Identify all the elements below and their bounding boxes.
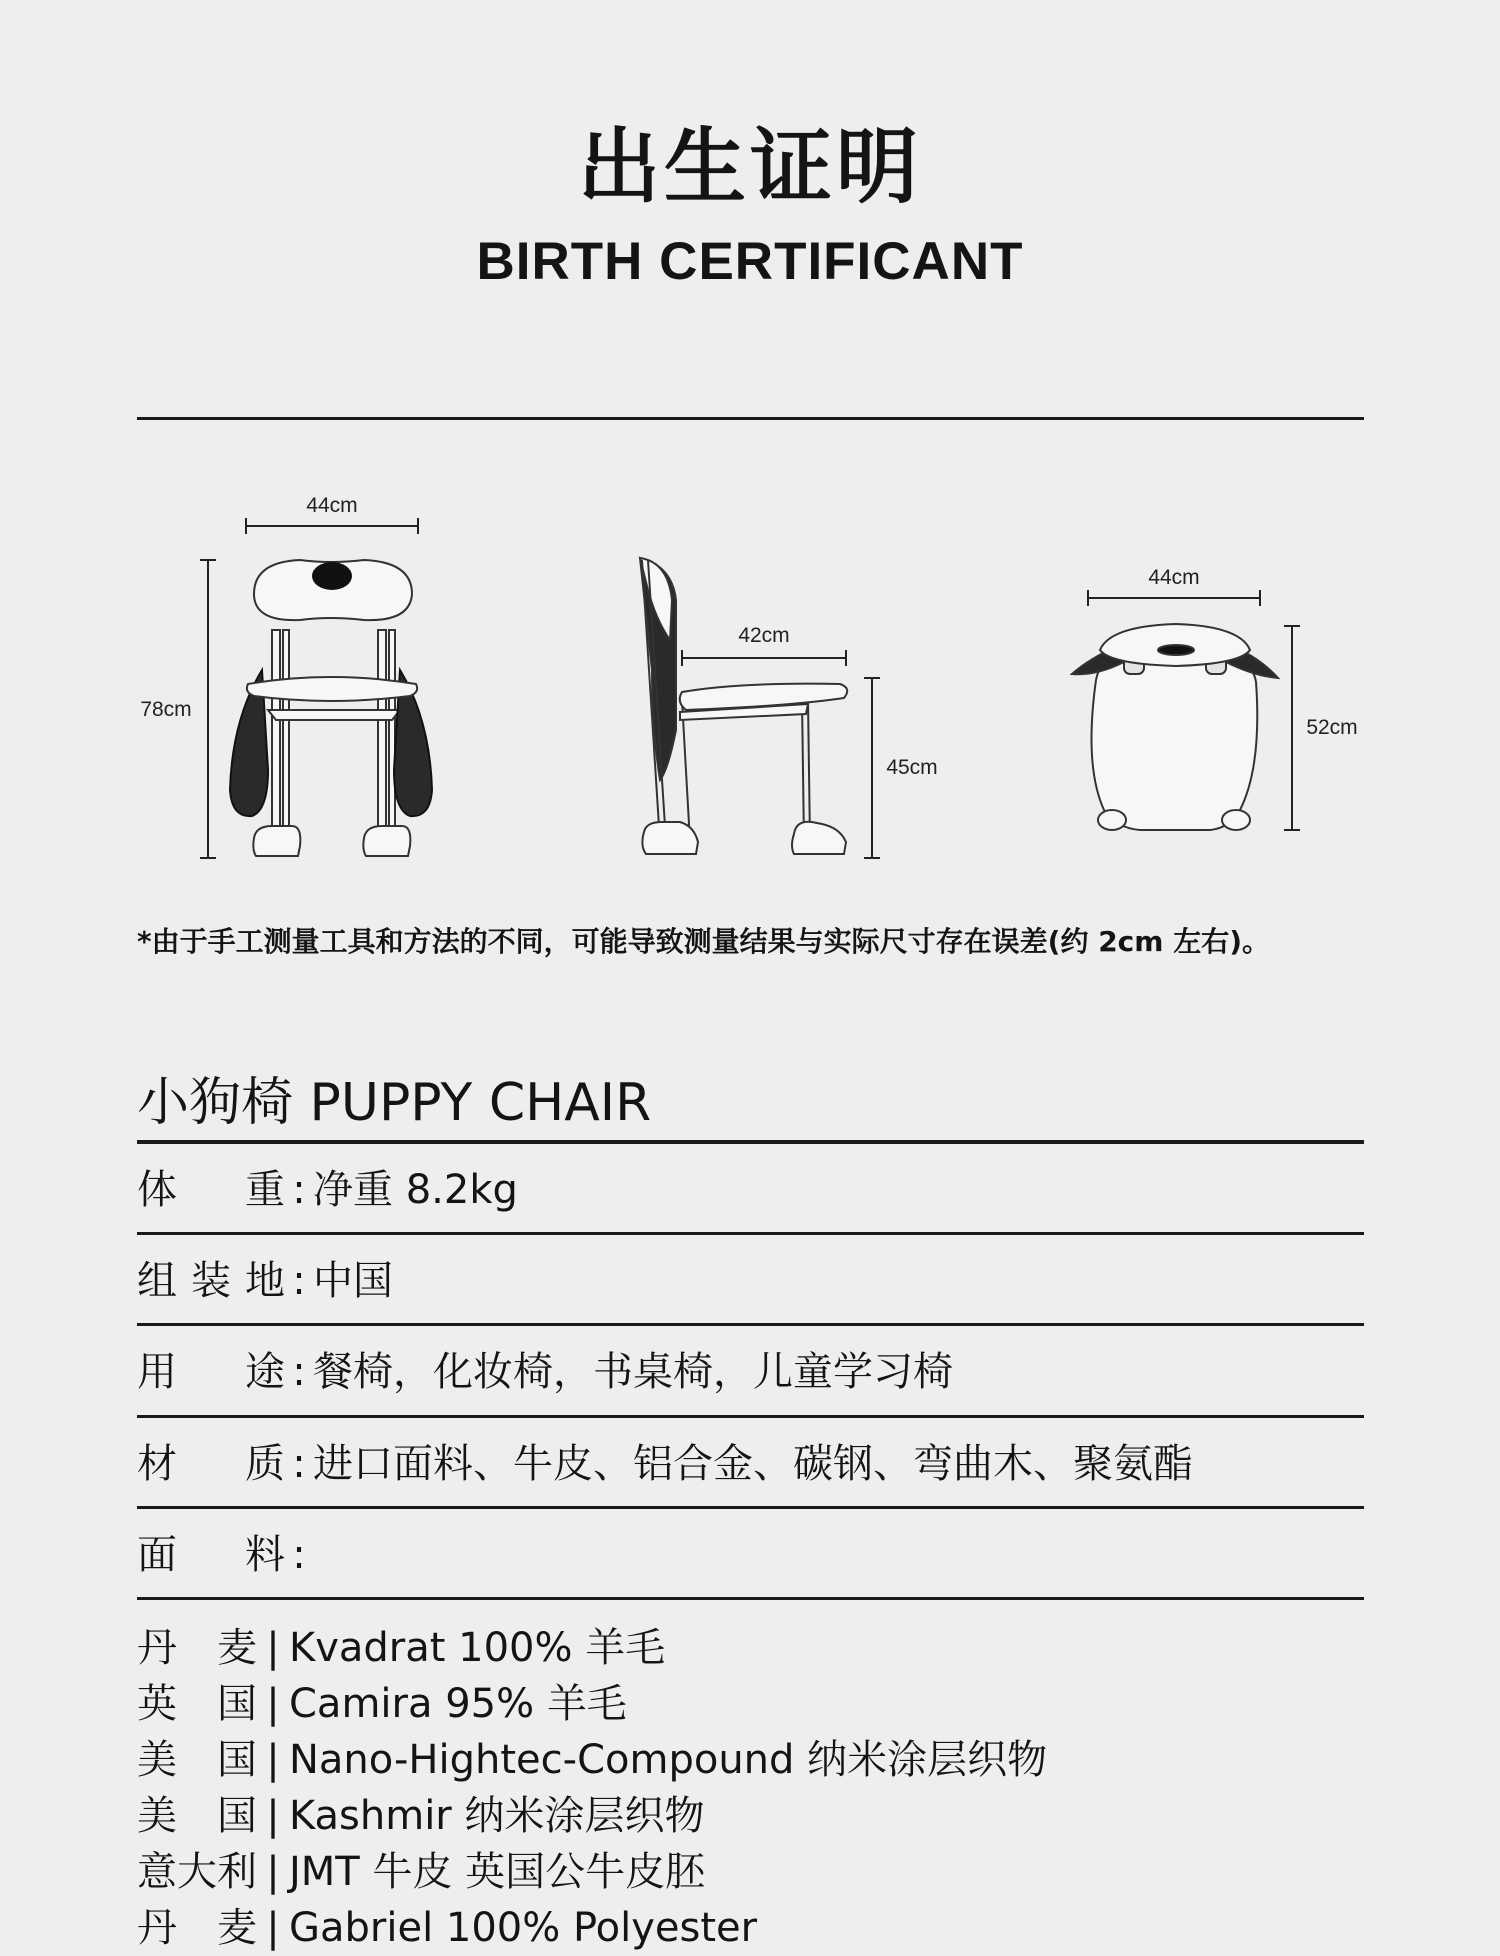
chair-top-view xyxy=(1072,624,1278,830)
front-width-label: 44cm xyxy=(306,494,358,517)
top-depth-label: 52cm xyxy=(1306,716,1358,739)
chair-side-view xyxy=(640,558,847,854)
fabric-detail: Camira 95% 羊毛 xyxy=(289,1681,627,1727)
spec-row-fabric: 面 料 : xyxy=(137,1509,1364,1601)
spec-value: 净重 8.2kg xyxy=(313,1167,518,1213)
spec-row-usage: 用 途 : 餐椅，化妆椅，书桌椅，儿童学习椅 xyxy=(137,1326,1364,1418)
fabric-country: 美 国 xyxy=(137,1793,257,1839)
chair-front-view xyxy=(230,560,432,856)
side-seat-height-label: 45cm xyxy=(886,756,938,779)
fabric-country: 英 国 xyxy=(137,1681,257,1727)
front-height-label: 78cm xyxy=(140,698,192,721)
measurement-note: *由于手工测量工具和方法的不同，可能导致测量结果与实际尺寸存在误差(约 2cm 左右)。 xyxy=(137,925,1270,958)
spec-label: 用 途 xyxy=(137,1349,285,1395)
fabric-country: 意大利 xyxy=(137,1849,257,1895)
fabric-list xyxy=(137,1620,1364,1956)
list-item: 丹 麦 | Gabriel 100% Polyester xyxy=(137,1900,1364,1956)
spec-divider xyxy=(137,1597,1364,1600)
spec-row-weight: 体 重 : 净重 8.2kg xyxy=(137,1144,1364,1236)
chair-dimension-diagrams xyxy=(0,470,1500,870)
spec-row-material: 材 质 : 进口面料、牛皮、铝合金、碳钢、弯曲木、聚氨酯 xyxy=(137,1418,1364,1510)
fabric-detail: JMT 牛皮 英国公牛皮胚 xyxy=(289,1849,706,1895)
list-item: 美 国 | Kashmir 纳米涂层织物 xyxy=(137,1788,1364,1844)
spec-value: 中国 xyxy=(313,1258,393,1304)
spec-label: 面 料 xyxy=(137,1532,285,1578)
fabric-country: 美 国 xyxy=(137,1737,257,1783)
spec-label: 组装地 xyxy=(137,1258,285,1304)
list-item: 丹 麦 | Kvadrat 100% 羊毛 xyxy=(137,1620,1364,1676)
list-item: 美 国 | Nano-Hightec-Compound 纳米涂层织物 xyxy=(137,1732,1364,1788)
page-title-en: BIRTH CERTIFICANT xyxy=(476,232,1024,291)
top-width-label: 44cm xyxy=(1148,566,1200,589)
fabric-detail: Nano-Hightec-Compound 纳米涂层织物 xyxy=(289,1737,1048,1783)
page-title-cn: 出生证明 xyxy=(577,120,922,215)
product-name: 小狗椅 PUPPY CHAIR xyxy=(137,1073,652,1133)
spec-row-origin: 组装地 : 中国 xyxy=(137,1235,1364,1327)
spec-label: 材 质 xyxy=(137,1441,285,1487)
spec-value: 进口面料、牛皮、铝合金、碳钢、弯曲木、聚氨酯 xyxy=(313,1441,1193,1487)
spec-value: 餐椅，化妆椅，书桌椅，儿童学习椅 xyxy=(313,1349,953,1395)
fabric-detail: Kashmir 纳米涂层织物 xyxy=(289,1793,705,1839)
list-item: 英 国 | Camira 95% 羊毛 xyxy=(137,1676,1364,1732)
section-divider xyxy=(137,417,1364,420)
spec-label: 体 重 xyxy=(137,1167,285,1213)
list-item: 意大利 | JMT 牛皮 英国公牛皮胚 xyxy=(137,1844,1364,1900)
side-depth-label: 42cm xyxy=(738,624,790,647)
fabric-country: 丹 麦 xyxy=(137,1625,257,1671)
fabric-detail: Gabriel 100% Polyester xyxy=(289,1905,758,1951)
fabric-detail: Kvadrat 100% 羊毛 xyxy=(289,1625,666,1671)
fabric-country: 丹 麦 xyxy=(137,1905,257,1951)
